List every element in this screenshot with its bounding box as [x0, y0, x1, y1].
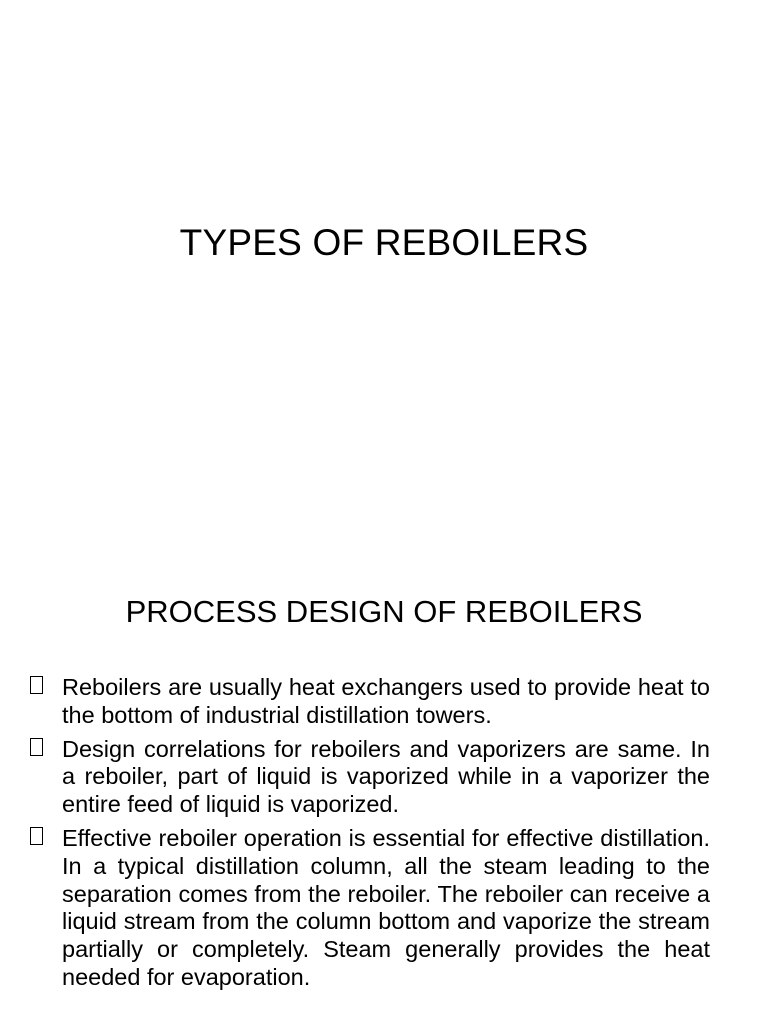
section-heading: PROCESS DESIGN OF REBOILERS	[125, 594, 643, 629]
box-bullet-icon	[30, 738, 43, 756]
page-title: TYPES OF REBOILERS	[179, 222, 589, 263]
box-bullet-icon	[30, 827, 43, 845]
bullet-list	[30, 674, 710, 998]
bullet-text: Design correlations for reboilers and vaporizers are same. In a reboiler, part of liquid is vaporized while in a vaporizer the entire feed of liquid is vaporized.	[62, 735, 710, 818]
box-bullet-icon	[30, 676, 43, 694]
bullet-item	[30, 736, 710, 819]
bullet-text: Reboilers are usually heat exchangers used to provide heat to the bottom of industrial distillation towers.	[62, 674, 710, 728]
bullet-item	[30, 674, 710, 730]
bullet-item	[30, 825, 710, 992]
bullet-text: Effective reboiler operation is essential for effective distillation. In a typical distillation column, all the steam leading to the separation comes from the reboiler. The reboiler can receive a liquid stream from the column bottom and vaporize the stream partially or completely. Steam generally provides the heat needed for evaporation.	[62, 824, 710, 990]
